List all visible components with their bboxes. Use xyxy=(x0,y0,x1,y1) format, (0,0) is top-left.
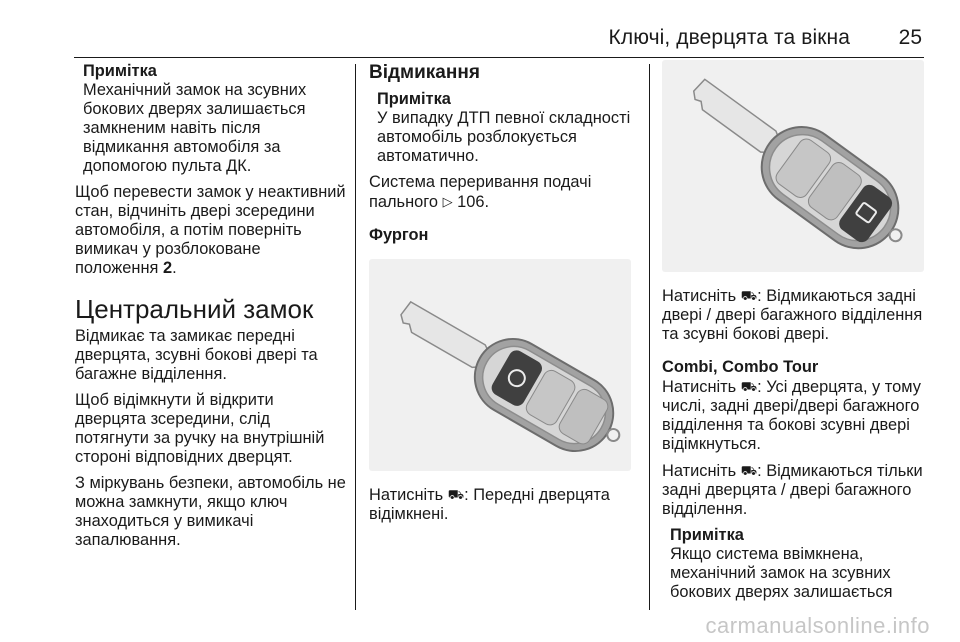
watermark: carmanualsonline.info xyxy=(705,613,930,638)
paragraph: З міркувань безпеки, автомобіль не можна замкнути, якщо ключ знаходиться у вимикачі запалювання. xyxy=(75,474,346,549)
paragraph-text: 106. xyxy=(452,193,490,211)
paragraph-text: : Передні дверцята відімкнені. xyxy=(369,486,610,523)
column-3 xyxy=(662,62,930,602)
van-rear-unlock-icon: ⛟ xyxy=(740,288,758,303)
page-number: 25 xyxy=(898,26,922,49)
paragraph-text: Натисніть xyxy=(662,287,741,305)
section-heading: Центральний замок xyxy=(75,294,314,324)
paragraph xyxy=(369,173,635,212)
note-box xyxy=(662,526,930,602)
note-box xyxy=(75,62,347,176)
header-rule xyxy=(74,57,924,58)
paragraph-text: : Відмикаються задні двері / двері багажного відділення та зсувні бокові двері. xyxy=(662,287,923,343)
note-box xyxy=(369,90,635,166)
key-fob-image xyxy=(662,60,924,272)
key-fob-icon xyxy=(662,60,924,272)
note-title: Примітка xyxy=(670,526,744,544)
paragraph xyxy=(75,183,347,278)
paragraph-text: Натисніть xyxy=(369,486,448,504)
page-reference-arrow-icon: ▷ xyxy=(442,194,453,209)
column-1 xyxy=(75,62,347,550)
paragraph-text: : Усі дверцята, у тому числі, задні двері/двері багажного відділення та бокові зсувні двері відімкнуться. xyxy=(662,378,921,453)
paragraph-text: : Відмикаються тільки задні дверцята / двері багажного відділення. xyxy=(662,462,923,518)
note-text: Механічний замок на зсувних бокових дверях залишається замкненим навіть після відмикання автомобіля за допомогою пульта ДК. xyxy=(83,81,307,175)
note-title: Примітка xyxy=(83,62,157,80)
paragraph xyxy=(662,461,930,519)
subheading: Combi, Combo Tour xyxy=(662,358,819,376)
column-2 xyxy=(369,62,635,524)
note-title: Примітка xyxy=(377,90,451,108)
car-unlock-icon: ⛟ xyxy=(447,487,465,502)
paragraph-text: Система переривання подачі пального xyxy=(369,173,592,211)
paragraph: Відмикає та замикає передні дверцята, зсувні бокові двері та багажне відділення. xyxy=(75,327,318,383)
position-number: 2 xyxy=(162,259,173,277)
paragraph-text: Щоб перевести замок у неактивний стан, відчиніть двері зсередини автомобіля, а потім поверніть вимикач у розблоковане положення xyxy=(75,183,346,277)
subheading: Фургон xyxy=(369,226,429,244)
caption xyxy=(369,485,635,524)
paragraph xyxy=(662,377,930,454)
note-text: Якщо система ввімкнена, механічний замок на зсувних бокових дверях залишається xyxy=(670,545,893,601)
paragraph-text: Натисніть xyxy=(662,378,741,396)
paragraph-text: . xyxy=(172,259,177,277)
header-title: Ключі, дверцята та вікна xyxy=(608,26,850,49)
column-divider-2 xyxy=(649,64,650,610)
key-fob-icon xyxy=(369,259,631,471)
paragraph: Щоб відімкнути й відкрити дверцята зсередини, слід потягнути за ручку на внутрішній стороні відповідних дверцят. xyxy=(75,391,325,466)
note-text: У випадку ДТП певної складності автомобіль розблокується автоматично. xyxy=(377,109,631,165)
column-divider-1 xyxy=(355,64,356,610)
key-fob-image xyxy=(369,259,631,471)
section-heading: Відмикання xyxy=(369,62,480,83)
car-unlock-icon: ⛟ xyxy=(740,379,758,394)
paragraph-text: Натисніть xyxy=(662,462,741,480)
paragraph xyxy=(662,286,930,344)
van-rear-unlock-icon: ⛟ xyxy=(740,463,758,478)
